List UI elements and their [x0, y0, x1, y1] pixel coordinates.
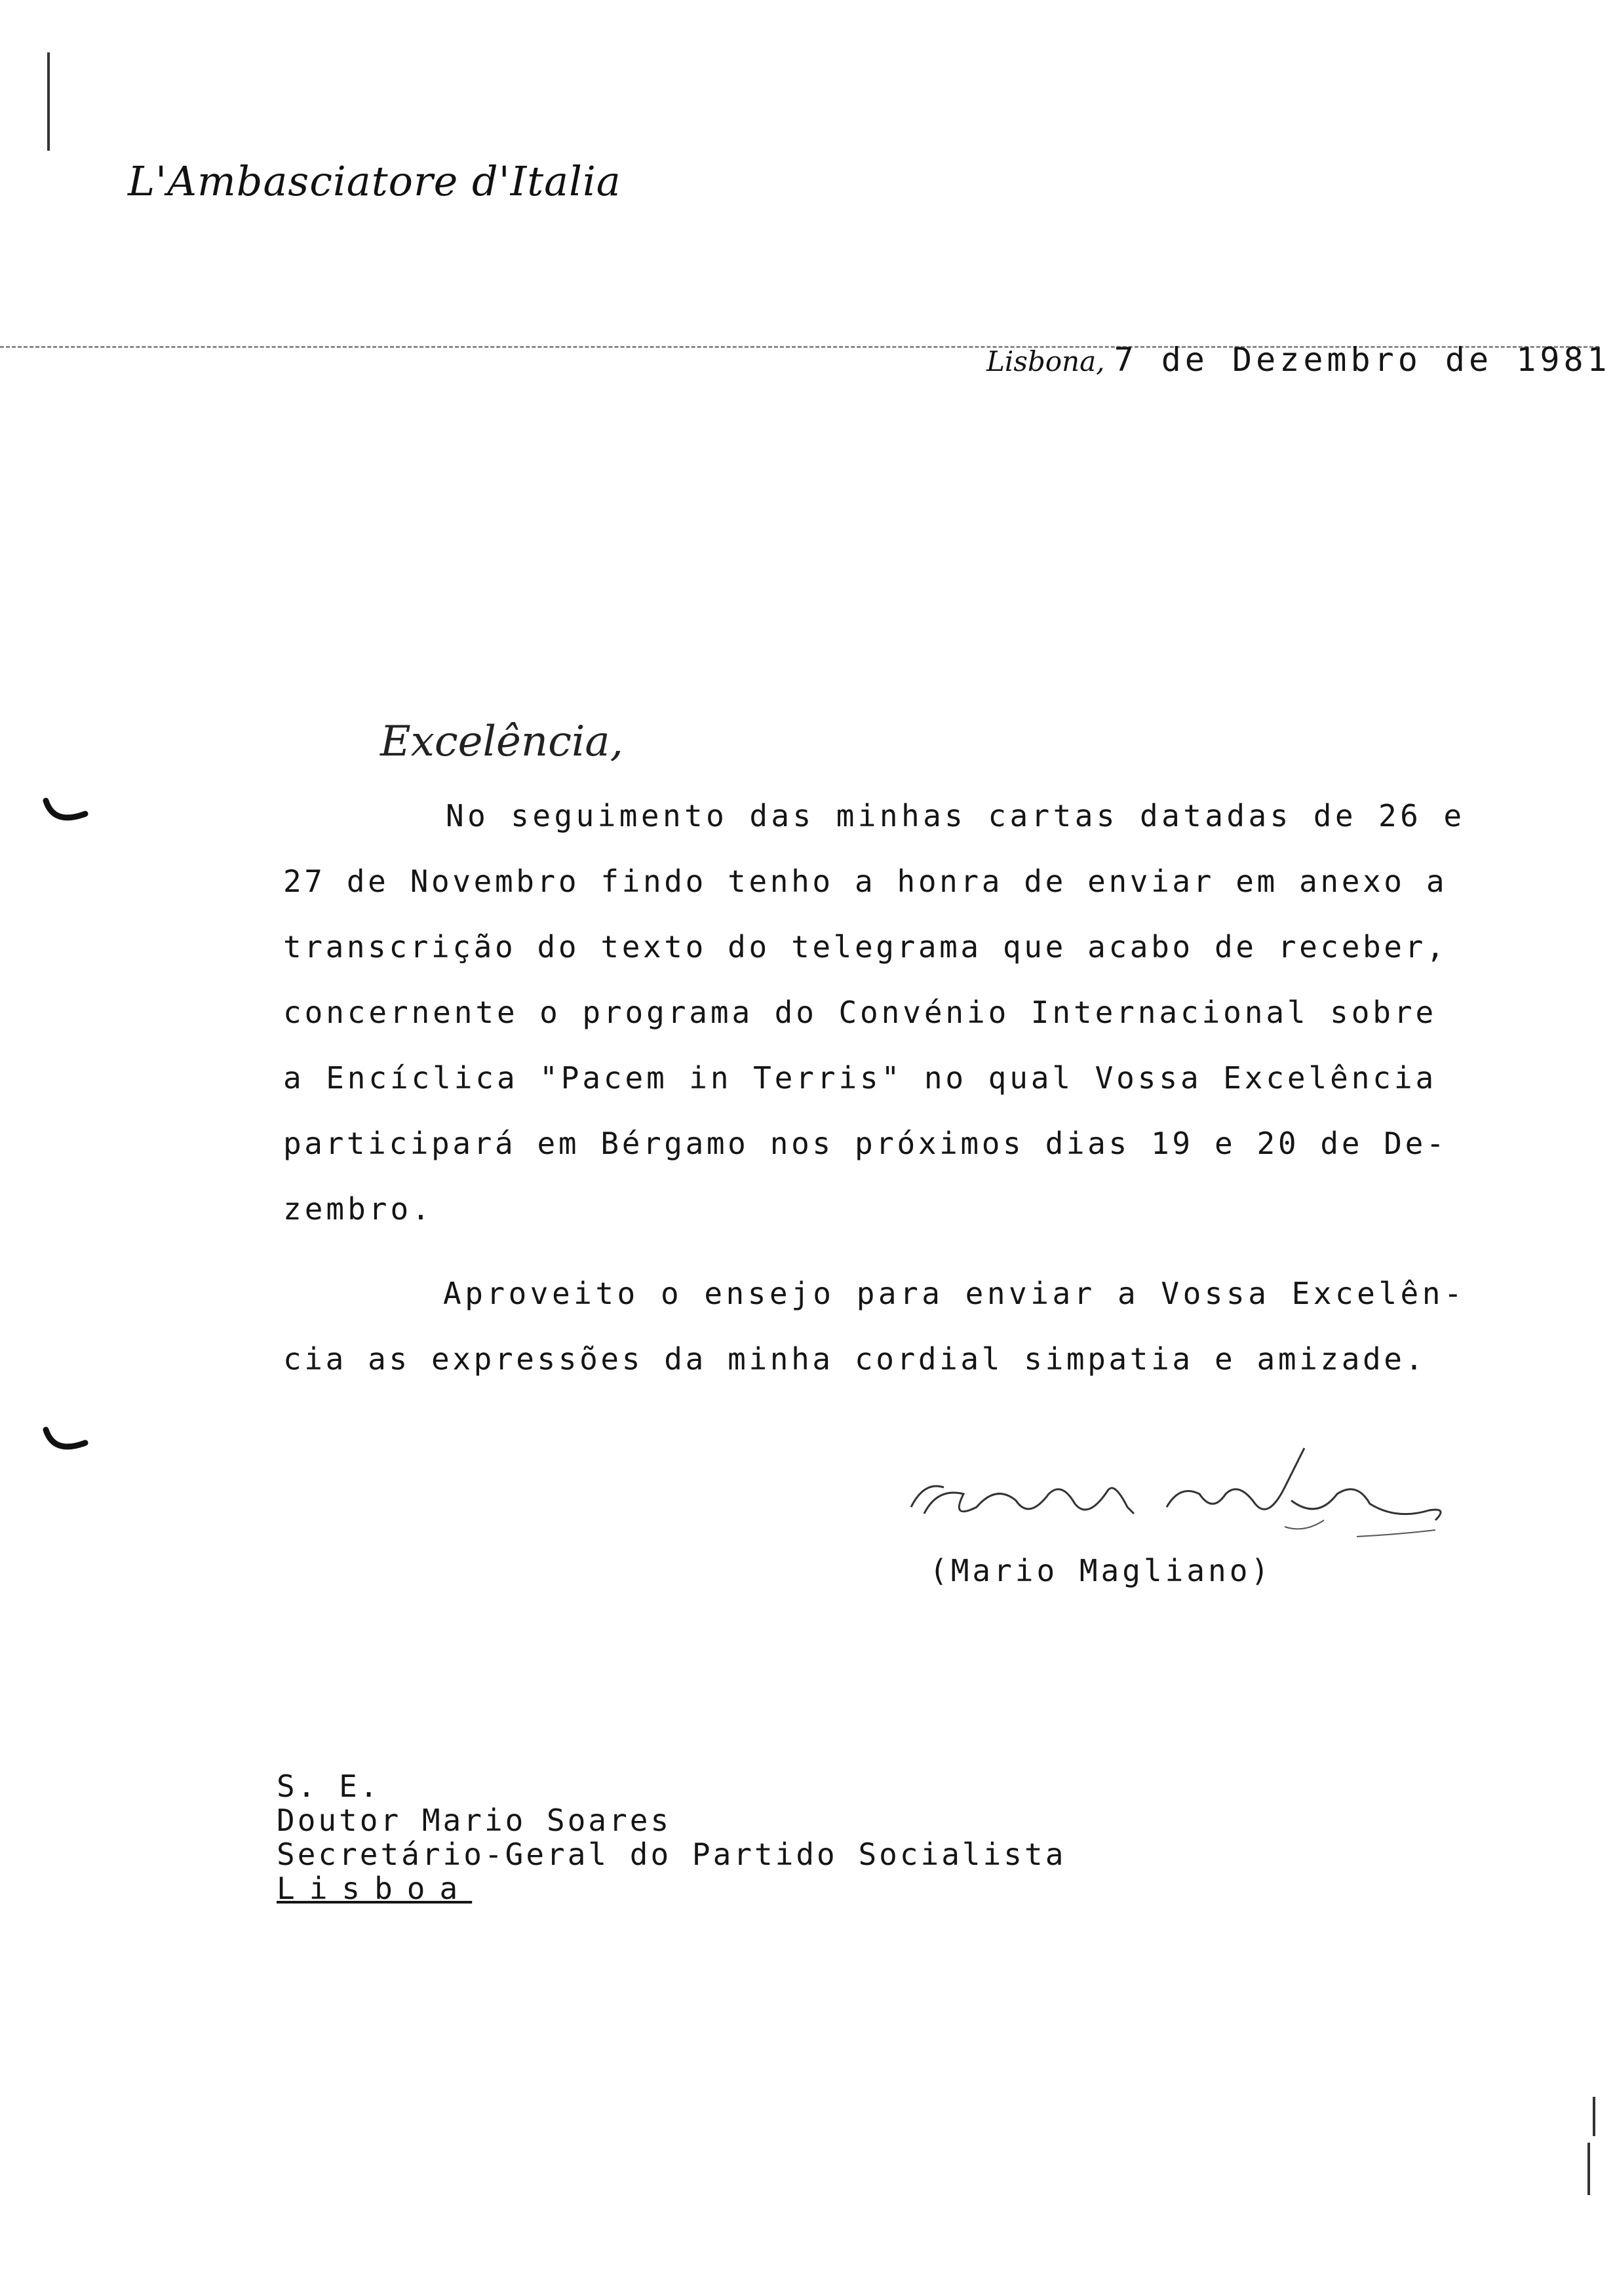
body-line: 27 de Novembro findo tenho a honra de enviar em anexo a	[283, 864, 1448, 899]
addressee-line: Doutor Mario Soares	[277, 1803, 672, 1838]
scan-speck	[1593, 2097, 1595, 2136]
margin-mark	[47, 52, 50, 151]
body-line: concernente o programa do Convénio Internacional sobre	[283, 995, 1437, 1030]
body-line: participará em Bérgamo nos próximos dias 19 e 20 de De-	[283, 1126, 1448, 1161]
body-line: zembro.	[283, 1191, 433, 1227]
body-line: Aproveito o ensejo para enviar a Vossa Excelên-	[443, 1276, 1466, 1311]
addressee-line: S. E.	[277, 1769, 381, 1804]
addressee-line: Secretário-Geral do Partido Socialista	[277, 1837, 1066, 1872]
punch-hole-mark	[41, 1415, 93, 1468]
body-line: cia as expressões da minha cordial simpatia e amizade.	[283, 1341, 1426, 1377]
letterhead: L'Ambasciatore d'Italia	[128, 157, 621, 205]
body-line: a Encíclica "Pacem in Terris" no qual Vossa Excelência	[283, 1060, 1437, 1096]
salutation: Excelência,	[380, 718, 623, 766]
scan-speck	[1587, 2143, 1590, 2195]
dateline-place: Lisbona,	[986, 345, 1105, 377]
signatory-name: (Mario Magliano)	[929, 1553, 1273, 1588]
addressee-city: Lisboa	[277, 1871, 473, 1906]
body-line: No seguimento das minhas cartas datadas de 26 e	[446, 798, 1466, 833]
handwritten-signature	[898, 1422, 1462, 1553]
dateline	[986, 341, 1611, 379]
addressee-block	[277, 1769, 1066, 1905]
body-line: transcrição do texto do telegrama que acabo de receber,	[283, 929, 1448, 965]
punch-hole-mark	[41, 786, 93, 839]
dateline-date: 7 de Dezembro de 1981	[1114, 341, 1611, 379]
